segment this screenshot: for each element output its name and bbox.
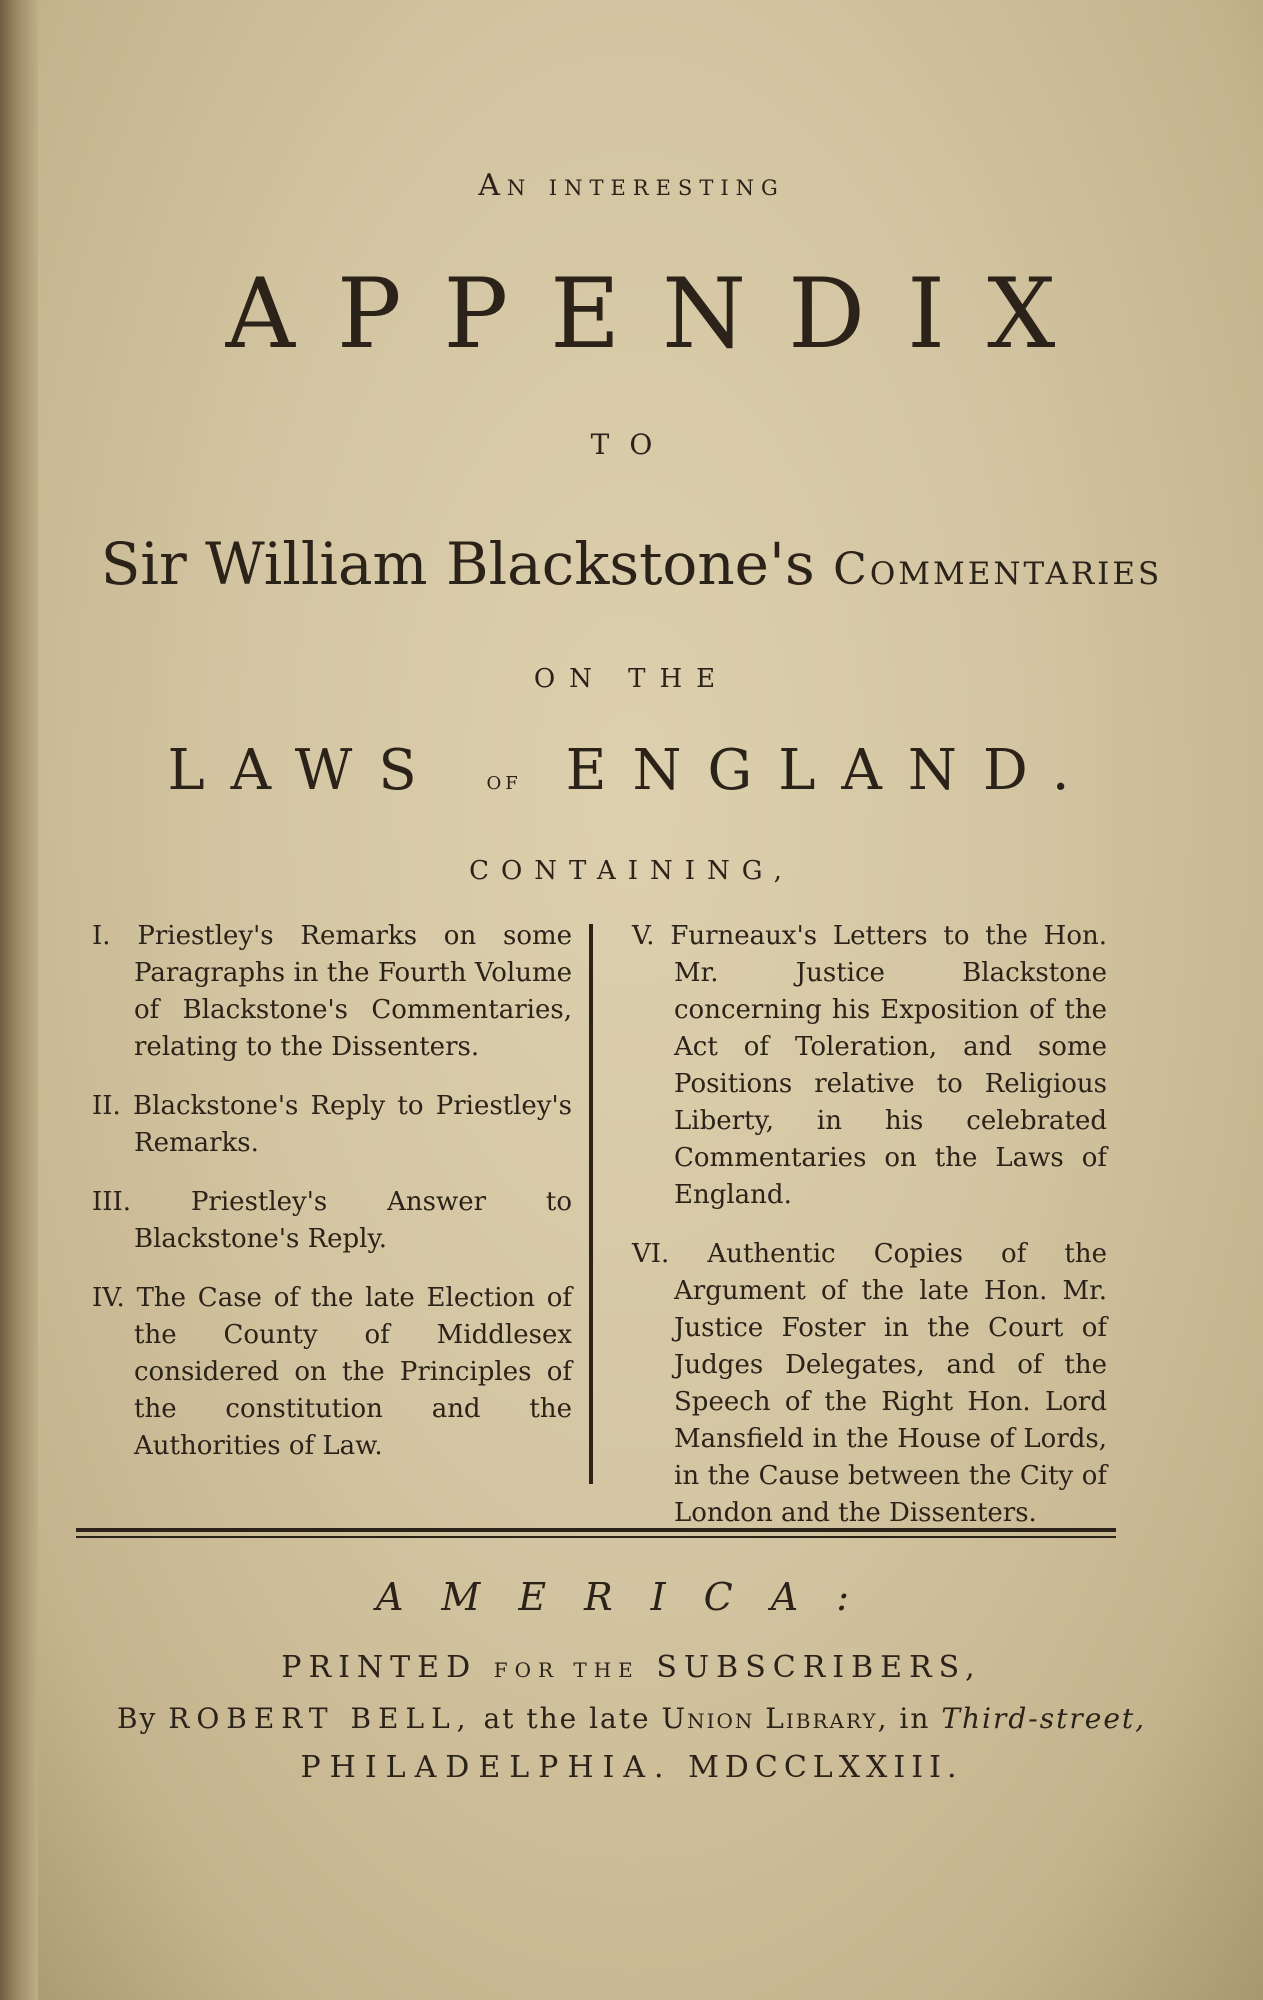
of-word: of [486, 766, 522, 796]
library-name: Union Library, [661, 1702, 889, 1735]
to-line: TO [590, 428, 673, 461]
entry-text: Priestley's Remarks on some Paragraphs in the Fourth Volume of Blackstone's Commentaries, relating to the Dissenters. [134, 921, 573, 1062]
england-word: ENGLAND. [565, 738, 1096, 803]
street-name: Third-street, [941, 1702, 1147, 1735]
contents-section [92, 918, 1108, 1528]
laws-word: LAWS [167, 738, 443, 803]
entry-text: Authentic Copies of the Argument of the late Hon. Mr. Justice Foster in the Court of Judges Delegates, and of the Speech of the Right Hon. Lord Mansfield in the House of Lords, in the Cause between the City of London and the Dissenters. [674, 1239, 1107, 1528]
imprint-printed-line [0, 1650, 1263, 1685]
entry-text: Furneaux's Letters to the Hon. Mr. Justice Blackstone concerning his Exposition of the Act of Toleration, and some Positions relative to Religious Liberty, in his celebrated Commentaries on the Laws of England. [670, 921, 1108, 1210]
contents-entry [92, 918, 572, 1066]
containing-line: CONTAINING, [469, 856, 794, 886]
contents-entry [632, 918, 1107, 1214]
column-divider [589, 924, 593, 1484]
laws-of-england-line [0, 738, 1263, 803]
printed-word: PRINTED [281, 1650, 478, 1685]
contents-entry [92, 1088, 572, 1162]
author-work-line [0, 530, 1263, 598]
double-rule-thin [76, 1536, 1116, 1538]
year-roman: MDCCLXXIII. [688, 1750, 963, 1785]
author-name: Sir William Blackstone's [100, 530, 815, 598]
by-word: By [116, 1702, 158, 1735]
entry-number: II. [92, 1091, 121, 1121]
intro-line: An interesting [478, 168, 785, 203]
entry-text: Blackstone's Reply to Priestley's Remarks. [133, 1091, 572, 1158]
subscribers-word: SUBSCRIBERS, [656, 1650, 982, 1685]
imprint-place: AMERICA: [375, 1575, 888, 1619]
contents-left-column [92, 918, 572, 1487]
imprint-city-year-line [0, 1750, 1263, 1785]
entry-text: Priestley's Answer to Blackstone's Reply. [134, 1187, 572, 1254]
on-the-line: ON THE [533, 664, 730, 694]
entry-text: The Case of the late Election of the County of Middlesex considered on the Principles of the constitution and the Authorities of Law. [134, 1283, 573, 1461]
in-word: in [899, 1702, 931, 1735]
contents-entry [92, 1280, 572, 1465]
entry-number: VI. [632, 1239, 670, 1269]
city-name: PHILADELPHIA. [300, 1750, 673, 1785]
contents-entry [632, 1236, 1107, 1532]
work-title: Commentaries [833, 544, 1163, 595]
imprint-printer-line [0, 1702, 1263, 1735]
at-the-late-words: at the late [483, 1702, 651, 1735]
entry-number: III. [92, 1187, 132, 1217]
entry-number: IV. [92, 1283, 125, 1313]
for-the-words: FOR THE [493, 1658, 640, 1682]
main-title: APPENDIX [225, 258, 1098, 370]
entry-number: V. [632, 921, 655, 951]
double-rule-thick [76, 1528, 1116, 1532]
contents-entry [92, 1184, 572, 1258]
entry-number: I. [92, 921, 111, 951]
contents-right-column [632, 918, 1107, 1554]
printer-name: ROBERT BELL, [168, 1702, 473, 1735]
